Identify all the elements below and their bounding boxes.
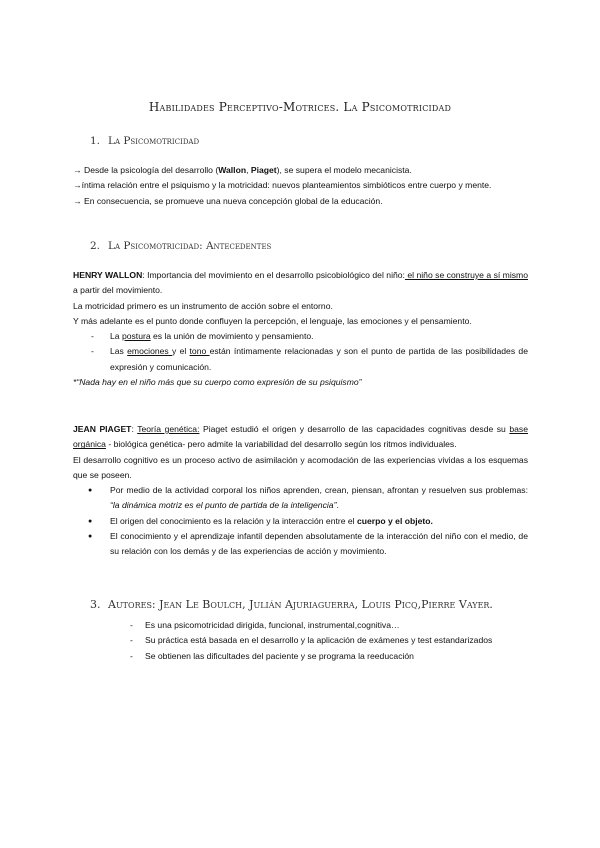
- b1-end: .: [336, 500, 339, 511]
- section-3-list: [130, 618, 528, 664]
- section-3-number: 3.: [90, 598, 101, 611]
- list-item: - Es una psicomotricidad dirigida, funcional, instrumental,cognitiva…: [130, 618, 528, 633]
- piaget-end: - biológica genética- pero admite la variabilidad del desarrollo según los ritmos individuales.: [105, 439, 457, 450]
- wallon-text: : Importancia del movimiento en el desarrollo psicobiológico del niño:: [142, 270, 405, 280]
- wallon-paragraph: [73, 268, 528, 299]
- section-3-heading: [90, 598, 493, 611]
- d2-post: están íntimamente relacionadas y son el punto de partida de las posibilidades de expresión y comunicación.: [110, 346, 528, 372]
- piaget-underlined-2: base orgánica: [73, 424, 528, 450]
- section-1-line-2: →íntima relación entre el psiquismo y la motricidad: nuevos planteamientos simbióticos entre cuerpo y mente.: [73, 180, 492, 191]
- d2-underlined-1: emociones: [127, 346, 172, 357]
- section-1-line-1: [73, 163, 528, 178]
- wallon-underlined: el niño se construye a sí mismo: [404, 270, 528, 280]
- list-item: [73, 344, 528, 375]
- section-3-body: [130, 618, 528, 664]
- list-item: [73, 329, 528, 344]
- section-3-title: Autores: Jean Le Boulch, Julián Ajuriaguerra, Louis Picq,Pierre Vayer.: [108, 598, 493, 611]
- piaget-p5: El desarrollo cognitivo es un proceso activo de asimilación y acomodación de las experiencias vividas a los esquemas que se poseen.: [73, 454, 528, 480]
- b2-bold: cuerpo y el objeto.: [356, 515, 433, 526]
- list-item: ● El conocimiento y el aprendizaje infantil dependen absolutamente de la interacción del niño con el medio, de su relación con los demás y de las experiencias de acción y movimiento.: [73, 529, 528, 560]
- d1-pre: La: [110, 331, 122, 342]
- wallon-quote: *“Nada hay en el niño más que su cuerpo como expresión de su psiquismo”: [73, 377, 362, 388]
- wallon-block: [73, 268, 528, 390]
- b1-pre: Por medio de la actividad corporal los niños aprenden, crean, piensan, afrontan y resuelven sus problemas:: [110, 485, 528, 496]
- wallon-p2: La motricidad primero es un instrumento de acción sobre el entorno.: [73, 300, 333, 311]
- list-item: [73, 483, 528, 514]
- piaget-paragraph: [73, 422, 528, 453]
- list-item: - Se obtienen las dificultades del paciente y se programa la reeducación: [130, 649, 528, 664]
- l1-pre: → Desde la psicología del desarrollo (: [73, 165, 219, 175]
- d1-post: es la unión de movimiento y pensamiento.: [150, 331, 314, 342]
- list-item: [73, 514, 528, 529]
- wallon-dash-list: [73, 329, 528, 375]
- d2-pre: Las: [110, 346, 128, 357]
- piaget-block: [73, 422, 528, 560]
- piaget-text: Piaget estudió el origen y desarrollo de las capacidades cognitivas desde su: [199, 424, 510, 434]
- b1-quote: “la dinámica motriz es el punto de partida de la inteligencia”: [110, 500, 337, 511]
- section-1-heading: [90, 135, 199, 147]
- section-1-title: La Psicomotricidad: [108, 135, 200, 147]
- piaget-bullet-list: [73, 483, 528, 559]
- document-title: Habilidades Perceptivo-Motrices. La Psicomotricidad: [148, 100, 452, 114]
- l1-post: ), se supera el modelo mecanicista.: [276, 165, 412, 175]
- wallon-name: HENRY WALLON: [73, 270, 143, 280]
- section-1-body: [73, 163, 528, 209]
- wallon-p3: Y más adelante es el punto donde confluyen la percepción, el lenguaje, las emociones y el pensamiento.: [73, 315, 472, 326]
- wallon-end: a partir del movimiento.: [73, 285, 163, 296]
- b2-pre: El origen del conocimiento es la relación y la interacción entre el: [110, 515, 357, 526]
- d1-underlined: postura: [121, 331, 151, 342]
- d2-underlined-2: tono: [189, 346, 210, 357]
- piaget-sep: :: [131, 424, 138, 434]
- piaget-underlined: Teoría genética:: [137, 424, 200, 434]
- list-item: - Su práctica está basada en el desarrollo y la aplicación de exámenes y test estandarizados: [130, 633, 528, 648]
- section-2-title: La Psicomotricidad: Antecedentes: [108, 240, 272, 252]
- l1-wallon: Wallon: [218, 165, 247, 175]
- section-1-number: 1.: [90, 135, 101, 147]
- d2-mid: y el: [171, 346, 190, 357]
- l1-sep: ,: [246, 165, 251, 175]
- section-2-number: 2.: [90, 240, 101, 252]
- section-2-heading: [90, 240, 271, 252]
- piaget-name: JEAN PIAGET: [73, 424, 132, 434]
- l1-piaget: Piaget: [250, 165, 277, 175]
- section-1-line-3: → En consecuencia, se promueve una nueva concepción global de la educación.: [73, 195, 383, 206]
